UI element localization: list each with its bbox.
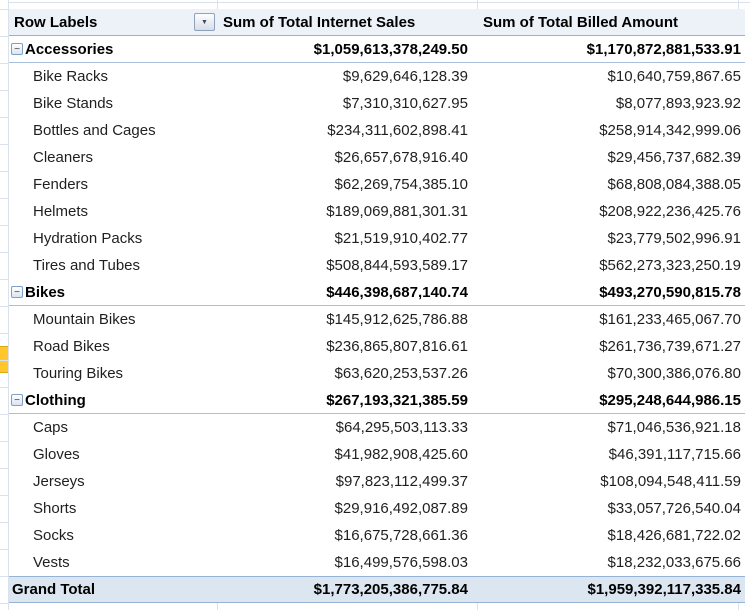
internet-sales-value: $63,620,253,537.26 xyxy=(334,365,468,382)
pivot-item-row xyxy=(9,333,745,360)
row-label: Socks xyxy=(33,527,74,544)
internet-sales-value: $9,629,646,128.39 xyxy=(342,68,468,85)
sheet-gridline xyxy=(738,603,739,610)
collapse-button[interactable]: − xyxy=(11,394,23,406)
row-label: Mountain Bikes xyxy=(33,311,136,328)
internet-sales-value: $21,519,910,402.77 xyxy=(334,230,468,247)
row-label-cell xyxy=(9,522,218,549)
row-label-cell xyxy=(9,171,218,198)
row-label-cell xyxy=(9,577,218,602)
row-labels-header-cell xyxy=(9,9,218,35)
row-label-cell xyxy=(9,468,218,495)
sheet-gridline xyxy=(0,225,8,226)
pivot-table xyxy=(8,9,745,603)
sheet-gridline xyxy=(0,387,8,388)
pivot-item-row xyxy=(9,198,745,225)
sheet-gridline xyxy=(0,576,8,577)
billed-amount-value: $295,248,644,986.15 xyxy=(599,391,741,409)
billed-amount-value: $46,391,117,715.66 xyxy=(608,446,741,463)
internet-sales-value: $189,069,881,301.31 xyxy=(326,203,468,220)
sheet-gridline xyxy=(0,198,8,199)
sheet-gridline xyxy=(0,252,8,253)
row-label: Bikes xyxy=(25,283,66,301)
billed-amount-value: $23,779,502,996.91 xyxy=(607,230,741,247)
sheet-gridline xyxy=(738,0,739,9)
billed-amount-value: $18,426,681,722.02 xyxy=(607,527,741,544)
row-label: Vests xyxy=(33,554,70,571)
sheet-gridline xyxy=(8,603,9,610)
sheet-gridline xyxy=(0,36,8,37)
row-label-cell xyxy=(9,117,218,144)
row-label: Hydration Packs xyxy=(33,230,143,247)
sheet-gridline xyxy=(0,495,8,496)
sheet-gridline xyxy=(0,360,8,361)
billed-amount-value: $493,270,590,815.78 xyxy=(599,283,741,301)
internet-sales-value: $508,844,593,589.17 xyxy=(326,257,468,274)
sheet-gridline xyxy=(0,63,8,64)
billed-amount-value: $1,170,872,881,533.91 xyxy=(586,40,741,58)
pivot-category-row xyxy=(9,279,745,306)
row-label-cell xyxy=(9,333,218,360)
internet-sales-header: Sum of Total Internet Sales xyxy=(223,13,416,31)
row-label-cell xyxy=(9,387,218,413)
row-label: Touring Bikes xyxy=(33,365,124,382)
billed-amount-value: $1,959,392,117,335.84 xyxy=(587,581,741,598)
sheet-gridline xyxy=(0,144,8,145)
internet-sales-value: $446,398,687,140.74 xyxy=(326,283,468,301)
row-label: Tires and Tubes xyxy=(33,257,140,274)
pivot-item-row xyxy=(9,63,745,90)
sheet-gridline xyxy=(0,117,8,118)
pivot-item-row xyxy=(9,171,745,198)
billed-amount-value: $108,094,548,411.59 xyxy=(600,473,741,490)
row-label: Jerseys xyxy=(33,473,85,490)
row-label: Grand Total xyxy=(12,581,96,598)
internet-sales-value: $145,912,625,786.88 xyxy=(326,311,468,328)
row-label-cell xyxy=(9,549,218,576)
pivot-header-row xyxy=(9,9,745,36)
sheet-gridline xyxy=(0,2,750,3)
pivot-item-row xyxy=(9,90,745,117)
row-label-cell xyxy=(9,90,218,117)
row-label-cell xyxy=(9,441,218,468)
grand-total-row xyxy=(9,576,745,603)
row-label-cell xyxy=(9,198,218,225)
sheet-gridline xyxy=(0,90,8,91)
row-label-cell xyxy=(9,495,218,522)
row-label: Caps xyxy=(33,419,69,436)
row-label: Road Bikes xyxy=(33,338,110,355)
row-label: Bike Stands xyxy=(33,95,114,112)
dropdown-arrow-icon: ▼ xyxy=(201,18,208,26)
pivot-item-row xyxy=(9,306,745,333)
billed-amount-value: $161,233,465,067.70 xyxy=(599,311,741,328)
billed-amount-value: $258,914,342,999.06 xyxy=(599,122,741,139)
internet-sales-value: $16,675,728,661.36 xyxy=(334,527,468,544)
pivot-item-row xyxy=(9,225,745,252)
internet-sales-value: $41,982,908,425.60 xyxy=(334,446,468,463)
billed-amount-value: $70,300,386,076.80 xyxy=(607,365,741,382)
row-label: Accessories xyxy=(25,40,114,58)
sheet-gridline xyxy=(0,441,8,442)
collapse-button[interactable]: − xyxy=(11,43,23,55)
row-label-cell xyxy=(9,252,218,279)
row-label-cell xyxy=(9,144,218,171)
pivot-category-row xyxy=(9,387,745,414)
row-labels-filter-button[interactable] xyxy=(194,13,215,31)
sheet-gridline xyxy=(8,0,9,9)
collapse-button[interactable]: − xyxy=(11,286,23,298)
sheet-gridline xyxy=(217,603,218,610)
internet-sales-value: $97,823,112,499.37 xyxy=(335,473,468,490)
internet-sales-value: $16,499,576,598.03 xyxy=(334,554,468,571)
row-label: Bike Racks xyxy=(33,68,109,85)
pivot-item-row xyxy=(9,522,745,549)
sheet-gridline xyxy=(0,9,8,10)
pivot-item-row xyxy=(9,360,745,387)
sheet-gridline xyxy=(477,0,478,9)
internet-sales-value: $1,059,613,378,249.50 xyxy=(313,40,468,58)
internet-sales-value: $29,916,492,087.89 xyxy=(334,500,468,517)
row-label: Clothing xyxy=(25,391,86,409)
internet-sales-value: $1,773,205,386,775.84 xyxy=(313,581,468,598)
row-label-cell xyxy=(9,63,218,90)
row-label: Gloves xyxy=(33,446,80,463)
row-label-cell xyxy=(9,225,218,252)
pivot-item-row xyxy=(9,549,745,576)
row-labels-header: Row Labels xyxy=(14,13,98,31)
row-label-cell xyxy=(9,306,218,333)
row-label-cell xyxy=(9,279,218,305)
internet-sales-value: $234,311,602,898.41 xyxy=(327,122,468,139)
pivot-item-row xyxy=(9,117,745,144)
pivot-rows xyxy=(9,36,745,603)
row-label-cell xyxy=(9,414,218,441)
internet-sales-value: $236,865,807,816.61 xyxy=(326,338,468,355)
pivot-item-row xyxy=(9,441,745,468)
billed-amount-header: Sum of Total Billed Amount xyxy=(483,13,678,31)
internet-sales-value: $64,295,503,113.33 xyxy=(335,419,468,436)
internet-sales-value: $7,310,310,627.95 xyxy=(342,95,468,112)
billed-amount-value: $208,922,236,425.76 xyxy=(599,203,741,220)
sheet-gridline xyxy=(477,603,478,610)
billed-amount-value: $261,736,739,671.27 xyxy=(599,338,741,355)
pivot-category-row xyxy=(9,36,745,63)
sheet-gridline xyxy=(0,306,8,307)
row-label-cell xyxy=(9,36,218,62)
sheet-gridline xyxy=(0,522,8,523)
billed-amount-value: $71,046,536,921.18 xyxy=(607,419,741,436)
billed-amount-value: $33,057,726,540.04 xyxy=(607,500,741,517)
pivot-item-row xyxy=(9,144,745,171)
row-label: Bottles and Cages xyxy=(33,122,156,139)
sheet-gridline xyxy=(0,171,8,172)
row-label: Fenders xyxy=(33,176,89,193)
pivot-item-row xyxy=(9,495,745,522)
billed-amount-value: $10,640,759,867.65 xyxy=(607,68,741,85)
billed-amount-value: $68,808,084,388.05 xyxy=(607,176,741,193)
sheet-gridline xyxy=(0,279,8,280)
billed-amount-value: $8,077,893,923.92 xyxy=(615,95,741,112)
billed-amount-value: $18,232,033,675.66 xyxy=(607,554,741,571)
sheet-gridline xyxy=(0,414,8,415)
internet-sales-value: $62,269,754,385.10 xyxy=(334,176,468,193)
row-label: Helmets xyxy=(33,203,89,220)
internet-sales-value: $267,193,321,385.59 xyxy=(326,391,468,409)
row-label: Shorts xyxy=(33,500,77,517)
pivot-item-row xyxy=(9,252,745,279)
internet-sales-value: $26,657,678,916.40 xyxy=(334,149,468,166)
sheet-left-column xyxy=(0,0,8,610)
pivot-item-row xyxy=(9,468,745,495)
sheet-gridline xyxy=(217,0,218,9)
sheet-gridline xyxy=(0,468,8,469)
row-label-cell xyxy=(9,360,218,387)
sheet-gridline xyxy=(0,549,8,550)
sheet-gridline xyxy=(0,603,8,604)
billed-amount-value: $562,273,323,250.19 xyxy=(599,257,741,274)
pivot-item-row xyxy=(9,414,745,441)
sheet-gridline xyxy=(0,333,8,334)
billed-amount-value: $29,456,737,682.39 xyxy=(607,149,741,166)
row-label: Cleaners xyxy=(33,149,94,166)
